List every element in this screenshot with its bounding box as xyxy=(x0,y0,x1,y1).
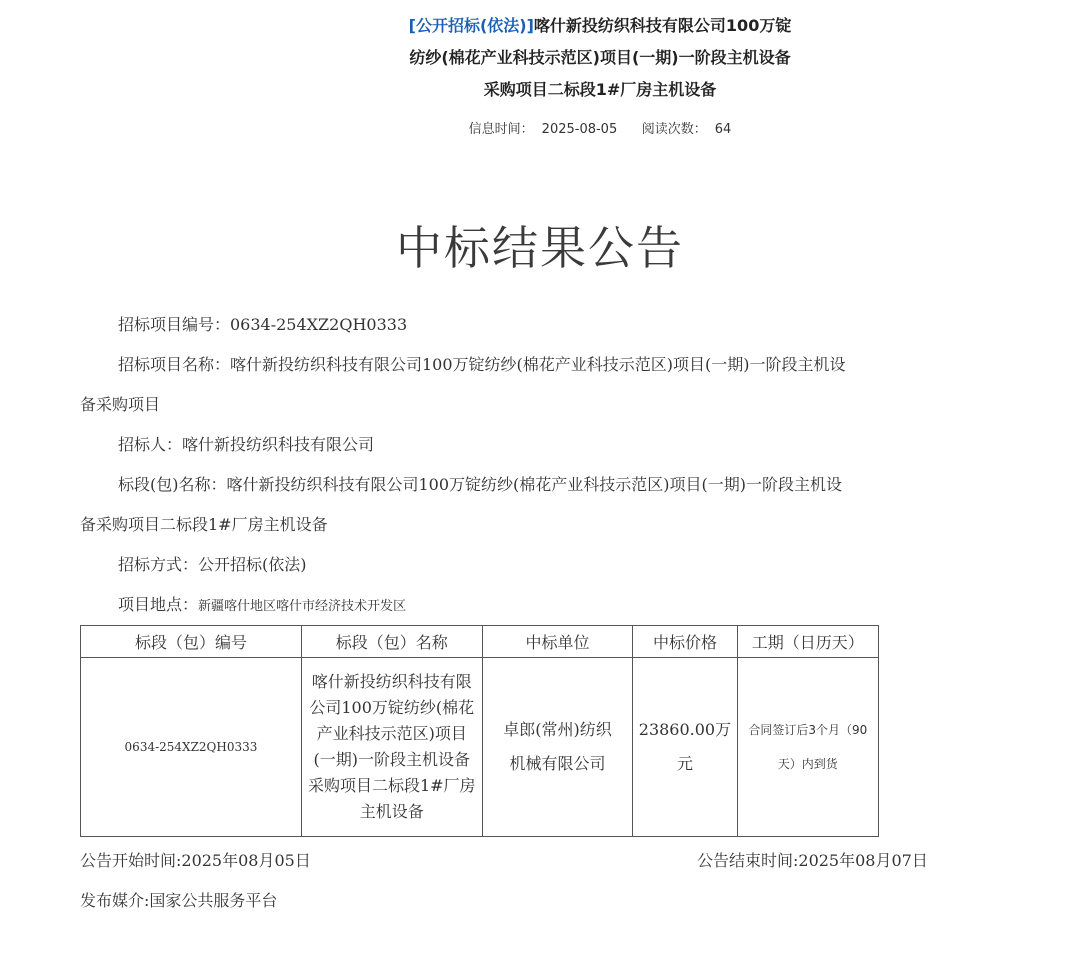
lot-name-line-2: 备采购项目二标段1#厂房主机设备 xyxy=(80,515,328,534)
lot-name-text: 公司100万锭纺纱(棉花 xyxy=(309,698,475,717)
winner-text: 卓郎(常州)纺织 xyxy=(503,720,612,739)
cell-lot-no: 0634-254XZ2QH0333 xyxy=(81,658,302,837)
lot-name-text: (一期)一阶段主机设备 xyxy=(313,750,471,769)
lot-name-text: 主机设备 xyxy=(359,802,424,821)
title-line-3: 采购项目二标段1#厂房主机设备 xyxy=(483,80,717,99)
info-time-label: 信息时间： xyxy=(468,122,534,137)
read-count-value: 64 xyxy=(714,122,732,137)
lot-name-text: 产业科技示范区)项目 xyxy=(316,724,467,743)
lot-name-text: 采购项目二标段1#厂房 xyxy=(307,776,476,795)
project-number: 招标项目编号：0634-254XZ2QH0333 xyxy=(118,315,408,334)
col-lot-name: 标段（包）名称 xyxy=(301,626,482,658)
notice-meta xyxy=(270,118,930,137)
col-winner: 中标单位 xyxy=(482,626,633,658)
cell-winner xyxy=(482,658,633,837)
read-count-label: 阅读次数： xyxy=(641,122,707,137)
award-result-table xyxy=(80,625,879,837)
document-title: 中标结果公告 xyxy=(396,221,684,275)
price-text: 元 xyxy=(676,754,693,773)
table-row xyxy=(81,658,879,837)
price-text: 23860.00万 xyxy=(638,720,732,739)
winner-text: 机械有限公司 xyxy=(509,754,606,773)
notice-header-title xyxy=(270,10,930,106)
cell-lot-name xyxy=(301,658,482,837)
location-label: 项目地点： xyxy=(118,595,199,614)
lot-name-text: 喀什新投纺织科技有限 xyxy=(311,672,472,691)
tenderer: 招标人：喀什新投纺织科技有限公司 xyxy=(118,435,375,454)
cell-price xyxy=(633,658,737,837)
col-period: 工期（日历天） xyxy=(737,626,878,658)
col-price: 中标价格 xyxy=(633,626,737,658)
tender-method: 招标方式：公开招标(依法) xyxy=(118,555,307,574)
period-text: 合同签订后3个月（90 xyxy=(748,723,868,737)
col-lot-no: 标段（包）编号 xyxy=(81,626,302,658)
title-line-1: 喀什新投纺织科技有限公司100万锭 xyxy=(533,16,792,35)
publish-media: 发布媒介:国家公共服务平台 xyxy=(80,891,278,910)
info-time-value: 2025-08-05 xyxy=(541,122,618,137)
notice-start-time: 公告开始时间:2025年08月05日 xyxy=(80,851,311,870)
title-line-2: 纺纱(棉花产业科技示范区)项目(一期)一阶段主机设备 xyxy=(409,48,791,67)
project-name-line-1: 招标项目名称：喀什新投纺织科技有限公司100万锭纺纱(棉花产业科技示范区)项目(一期)一阶段主机设 xyxy=(118,355,846,374)
project-location xyxy=(80,586,950,626)
project-name-line-2: 备采购项目 xyxy=(80,395,161,414)
location-value: 新疆喀什地区喀什市经济技术开发区 xyxy=(198,599,407,614)
cell-period xyxy=(737,658,878,837)
lot-name-line-1: 标段(包)名称：喀什新投纺织科技有限公司100万锭纺纱(棉花产业科技示范区)项目(一期)一阶段主机设 xyxy=(118,475,842,494)
period-text: 天）内到货 xyxy=(777,757,838,771)
category-tag[interactable]: [公开招标(依法)] xyxy=(408,16,534,35)
notice-end-time: 公告结束时间:2025年08月07日 xyxy=(697,851,928,870)
